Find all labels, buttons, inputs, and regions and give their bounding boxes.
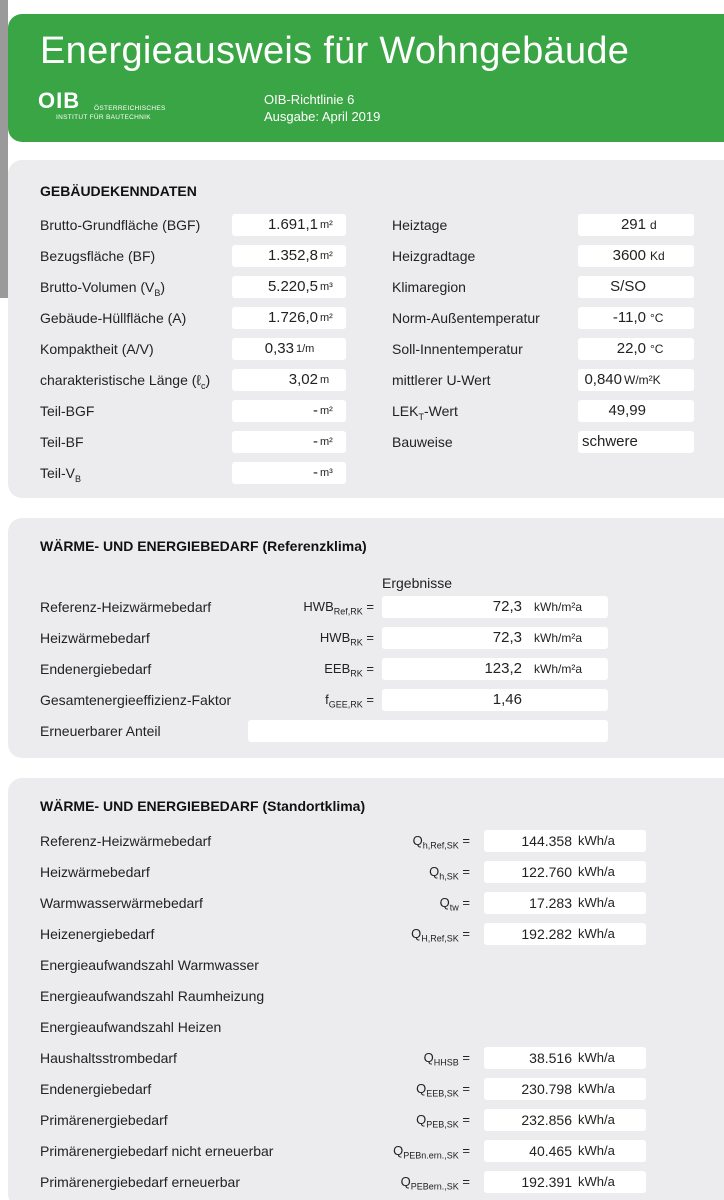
value: S/SO [610,278,646,295]
row-label [40,279,165,298]
value: 1.691,1 [267,216,318,233]
formula-symbol: $Q_{HHSB}$ = [423,1050,470,1068]
unit: kWh/a [578,1174,615,1189]
value: 49,99 [608,402,646,419]
row-label [40,248,155,264]
value: 122.760 [521,864,572,880]
unit: m³ [320,467,333,479]
symbol-sub: PEBn.ern.,SK [403,1150,459,1161]
row-label [392,372,491,388]
value-field [382,596,608,618]
page-title: Energieausweis für Wohngebäude [40,30,630,72]
logo-line1: ÖSTERREICHISCHES [94,105,166,112]
unit: m² [320,219,333,231]
value-field [382,658,608,680]
value-field [232,338,346,360]
label-text: Teil-V [40,465,76,481]
value-field [248,720,608,742]
section-title: WÄRME- UND ENERGIEBEDARF (Referenzklima) [40,538,367,554]
value-field [232,462,346,484]
row-label [392,403,458,422]
section-title: GEBÄUDEKENNDATEN [40,183,197,199]
logo-mark: OIB [38,88,81,113]
formula-symbol: $Q_{H,Ref,SK}$ = [411,926,470,944]
symbol: f [325,692,329,707]
section-title: WÄRME- UND ENERGIEBEDARF (Standortklima) [40,798,366,814]
formula-symbol: $Q_{h,Ref,SK}$ = [412,833,470,851]
value-field [484,830,646,852]
value: 123,2 [484,660,522,677]
value-field [484,892,646,914]
referenzklima-card [8,518,724,758]
value-field [578,338,694,360]
row-label: Warmwasserwärmebedarf [40,895,203,911]
row-label [40,403,94,419]
unit: m² [320,250,333,262]
value: - [313,402,318,419]
value: 192.391 [521,1174,572,1190]
value-field [578,276,694,298]
value-field [578,400,694,422]
formula-symbol: $Q_{tw}$ = [439,895,470,913]
formula-symbol: $Q_{PEB,SK}$ = [416,1112,470,1130]
symbol: EEB [324,661,351,676]
symbol: Q [416,1081,427,1096]
row-label: Energieaufwandszahl Raumheizung [40,988,265,1004]
unit: kWh/a [578,895,615,910]
symbol-sub: h,Ref,SK [422,840,459,851]
label-text: mittlerer U-Wert [392,372,491,388]
gebaeudekenndaten-card [8,160,724,498]
value-field [578,307,694,329]
value: 291 [620,216,646,233]
formula-symbol: $f_{GEE,RK}$ = [325,692,374,710]
symbol: Q [429,864,440,879]
row-label: Primärenergiebedarf [40,1112,168,1128]
unit: kWh/m²a [534,662,582,676]
label-sub: B [75,473,82,484]
value-field [484,1047,646,1069]
symbol: Q [439,895,450,910]
unit: kWh/a [578,1143,615,1158]
label-sub: B [154,287,161,298]
value: 1.726,0 [267,309,318,326]
unit: kWh/a [578,864,615,879]
formula-symbol: $Q_{PEBn.ern.,SK}$ = [393,1143,470,1161]
row-label: Gesamtenergieeffizienz-Faktor [40,692,232,708]
unit: kWh/a [578,926,615,941]
value: 5.220,5 [267,278,318,295]
label-end: ) [160,279,166,295]
symbol-sub: H,Ref,SK [421,933,459,944]
symbol-sub: HHSB [433,1057,459,1068]
unit: kWh/a [578,1050,615,1065]
value: 144.358 [521,833,572,849]
unit: kWh/m²a [534,631,582,645]
label-sub: c [200,380,206,391]
value-field [232,245,346,267]
unit: W/m²K [624,373,661,387]
symbol: Q [400,1174,411,1189]
label-text: charakteristische Länge (ℓ [40,372,201,388]
row-label: Heizwärmebedarf [40,630,150,646]
symbol-sub: RK [350,668,363,679]
header-banner [8,14,724,142]
row-label [40,372,210,391]
label-text: LEK [392,403,419,419]
row-label: Heizenergiebedarf [40,926,155,942]
value: 0,33 [264,340,294,357]
row-label [40,341,154,357]
label-text: Heizgradtage [392,248,476,264]
label-end: ) [205,372,211,388]
scrollbar[interactable] [0,0,8,298]
symbol: HWB [319,630,351,645]
value: 230.798 [521,1081,572,1097]
value-field [578,431,694,453]
value: - [313,433,318,450]
unit: °C [650,342,664,356]
value: 40.465 [529,1143,572,1159]
value: -11,0 [612,309,646,326]
label-text: Brutto-Volumen (V [40,279,155,295]
value: 0,840 [584,371,622,388]
label-text: Kompaktheit (A/V) [40,341,154,357]
value-field [232,307,346,329]
value: 192.282 [521,926,572,942]
value-field [382,689,608,711]
label-text: Heiztage [392,217,448,233]
label-text: Soll-Innentemperatur [392,341,523,357]
row-label: Energieaufwandszahl Warmwasser [40,957,259,973]
row-label [40,310,186,326]
value-field [484,1109,646,1131]
label-text: Teil-BF [40,434,84,450]
value-field [232,369,346,391]
label-end: -Wert [423,403,458,419]
ergebnisse-header: Ergebnisse [382,575,453,591]
unit: °C [650,311,664,325]
value: - [313,464,318,481]
label-text: Bauweise [392,434,453,450]
row-label [40,465,81,484]
unit: kWh/m²a [534,600,582,614]
unit: m² [320,405,333,417]
symbol-sub: PEB,SK [426,1119,459,1130]
unit: m² [320,436,333,448]
label-text: Klimaregion [392,279,466,295]
symbol-sub: h,SK [439,871,459,882]
row-label [392,434,453,450]
value-field [484,1078,646,1100]
oib-logo [38,88,166,121]
row-label: Referenz-Heizwärmebedarf [40,599,212,615]
value-field [484,1140,646,1162]
symbol-sub: tw [449,902,459,913]
row-label [40,434,84,450]
value-field [232,276,346,298]
unit: kWh/a [578,1112,615,1127]
formula-symbol: $HWB_{RK}$ = [319,630,374,648]
row-label [392,279,466,295]
value-field [484,1171,646,1193]
row-label: Endenergiebedarf [40,1081,152,1097]
value: 72,3 [492,629,522,646]
symbol: Q [411,926,422,941]
unit: 1/m [296,343,315,355]
symbol: Q [416,1112,427,1127]
row-label: Heizwärmebedarf [40,864,150,880]
value-field [232,214,346,236]
formula-symbol: $Q_{h,SK}$ = [429,864,470,882]
symbol-sub: PEBern.,SK [410,1181,459,1192]
unit: Kd [650,249,665,263]
label-text: Brutto-Grundfläche (BGF) [40,217,201,233]
unit: m³ [320,281,333,293]
value-field [578,214,694,236]
value-field [578,369,694,391]
row-label [392,310,540,326]
row-label [392,217,447,233]
symbol-sub: GEE,RK [328,699,363,710]
standortklima-card [8,778,724,1200]
value: 1,46 [492,691,522,708]
value: 1.352,8 [267,247,318,264]
value-field [382,627,608,649]
formula-symbol: $HWB_{Ref,RK}$ = [303,599,374,617]
label-text: Norm-Außentemperatur [392,310,540,326]
value: 38.516 [529,1050,572,1066]
value-field [484,923,646,945]
row-label [40,217,200,233]
richtlinie: OIB-Richtlinie 6 [264,92,355,107]
value: schwere [582,433,638,450]
row-label: Endenergiebedarf [40,661,152,677]
value: 17.283 [529,895,572,911]
value-field [232,400,346,422]
logo-line2: INSTITUT FÜR BAUTECHNIK [56,114,151,121]
value: 3,02 [288,371,318,388]
row-label [392,341,523,357]
symbol-sub: RK [350,637,363,648]
formula-symbol: $Q_{PEBern.,SK}$ = [400,1174,470,1192]
symbol: Q [412,833,423,848]
symbol: Q [393,1143,404,1158]
unit: m [320,374,330,386]
label-text: Teil-BGF [40,403,95,419]
symbol: Q [423,1050,434,1065]
symbol-sub: Ref,RK [333,606,363,617]
symbol-sub: EEB,SK [426,1088,459,1099]
unit: kWh/a [578,833,615,848]
formula-symbol: $Q_{EEB,SK}$ = [416,1081,470,1099]
row-label: Primärenergiebedarf nicht erneuerbar [40,1143,274,1159]
value: 3600 [612,247,646,264]
unit: kWh/a [578,1081,615,1096]
row-label: Erneuerbarer Anteil [40,723,161,739]
value-field [484,861,646,883]
row-label: Haushaltsstrombedarf [40,1050,177,1066]
row-label: Primärenergiebedarf erneuerbar [40,1174,240,1190]
unit: m² [320,312,333,324]
row-label: Referenz-Heizwärmebedarf [40,833,212,849]
symbol: HWB [303,599,334,614]
label-text: Bezugsfläche (BF) [40,248,156,264]
label-sub: T [418,411,424,422]
unit: d [650,218,657,232]
value: 22,0 [616,340,646,357]
row-label [392,248,475,264]
value-field [578,245,694,267]
row-label: Energieaufwandszahl Heizen [40,1019,222,1035]
value-field [232,431,346,453]
label-text: Gebäude-Hüllfläche (A) [40,310,187,326]
value: 232.856 [521,1112,572,1128]
ausgabe: Ausgabe: April 2019 [264,109,381,124]
formula-symbol: $EEB_{RK}$ = [324,661,374,679]
value: 72,3 [492,598,522,615]
